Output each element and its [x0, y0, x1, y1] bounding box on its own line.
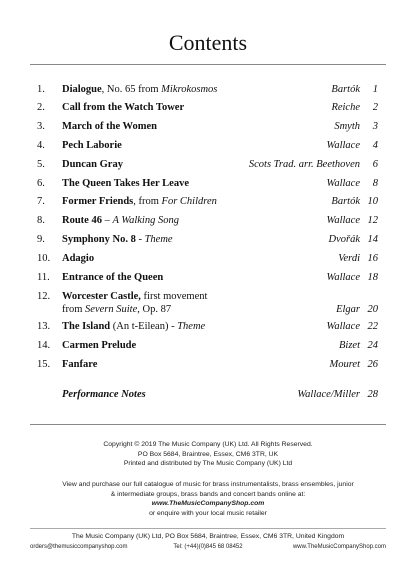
performance-notes-label: Performance Notes: [62, 389, 146, 400]
entry-title-line: [62, 102, 184, 113]
entry-separator: , No. 65 from: [101, 84, 162, 95]
entry-composer: Bartók: [331, 84, 360, 95]
middle-divider: [30, 424, 386, 425]
entry-title-line: [62, 291, 207, 302]
entry-number: 8.: [37, 215, 45, 226]
performance-notes-entry[interactable]: [0, 389, 416, 407]
entry-title: March of the Women: [62, 121, 157, 132]
toc-entry[interactable]: [0, 234, 416, 252]
entry-line2-italic: Severn Suite: [85, 304, 138, 315]
entry-page: 26: [367, 359, 378, 370]
entry-page: 16: [367, 253, 378, 264]
entry-number: 12.: [37, 291, 51, 302]
entry-number: 1.: [37, 84, 45, 95]
entry-separator: (An t-Eilean) -: [110, 321, 178, 332]
entry-page: 3: [372, 121, 378, 132]
entry-title-line: [62, 359, 97, 370]
entry-title-line: [62, 84, 217, 95]
entry-number: 5.: [37, 159, 45, 170]
entry-number: 15.: [37, 359, 51, 370]
bottom-divider: [30, 528, 386, 529]
entry-subtitle: A Walking Song: [112, 215, 179, 226]
catalogue-line-2: & intermediate groups, brass bands and concert bands online at:: [110, 490, 306, 498]
entry-title: Dialogue: [62, 84, 102, 95]
entry-title: The Island: [62, 321, 111, 332]
toc-entry[interactable]: [0, 121, 416, 139]
toc-entry[interactable]: [0, 140, 416, 158]
entry-title-line: [62, 215, 179, 226]
entry-composer: Bizet: [339, 340, 360, 351]
entry-title-line: [62, 340, 136, 351]
entry-title-line: [62, 321, 205, 332]
entry-page: 8: [372, 178, 378, 189]
entry-subtitle: Theme: [144, 234, 173, 245]
toc-entry[interactable]: [0, 272, 416, 290]
toc-entry[interactable]: [0, 291, 416, 315]
toc-entry[interactable]: [0, 215, 416, 233]
entry-title: Route 46: [62, 215, 102, 226]
entry-title-line: [62, 159, 123, 170]
entry-title: Call from the Watch Tower: [62, 102, 185, 113]
entry-page: 18: [367, 272, 378, 283]
entry-title: Carmen Prelude: [62, 340, 137, 351]
entry-page: 20: [367, 304, 378, 315]
website-link[interactable]: www.TheMusicCompanyShop.com: [151, 500, 265, 508]
catalogue-line-1: View and purchase our full catalogue of music for brass instrumentalists, brass ensembles, junior: [62, 481, 354, 488]
web-link[interactable]: www.TheMusicCompanyShop.com: [292, 544, 386, 550]
entry-subtitle: Theme: [177, 321, 206, 332]
entry-page: 6: [372, 159, 378, 170]
entry-page: 1: [372, 84, 378, 95]
entry-title: Adagio: [62, 253, 95, 264]
entry-title-line: [62, 140, 122, 151]
entry-title: The Queen Takes Her Leave: [62, 178, 189, 189]
entry-number: 9.: [37, 234, 45, 245]
entry-composer: Dvořák: [328, 234, 360, 245]
entry-number: 3.: [37, 121, 45, 132]
entry-title: Entrance of the Queen: [62, 272, 164, 283]
entry-composer: Wallace: [326, 321, 360, 332]
entry-composer: Mouret: [329, 359, 360, 370]
toc-entry[interactable]: [0, 178, 416, 196]
page-title: Contents: [168, 30, 248, 55]
toc-entry[interactable]: [0, 340, 416, 358]
entry-subtitle: For Children: [161, 196, 217, 207]
entry-composer: Smyth: [334, 121, 360, 132]
entry-number: 13.: [37, 321, 51, 332]
entry-subtitle: Mikrokosmos: [161, 84, 218, 95]
entry-separator: , from: [133, 196, 162, 207]
entry-title: Duncan Gray: [62, 159, 123, 170]
toc-entry[interactable]: [0, 159, 416, 177]
entry-separator: –: [101, 215, 113, 226]
entry-number: 4.: [37, 140, 45, 151]
copyright-block: [0, 440, 416, 469]
entry-title-line: [62, 178, 189, 189]
entry-title-line: [62, 272, 163, 283]
entry-composer: Wallace: [326, 215, 360, 226]
toc-entry[interactable]: [0, 359, 416, 377]
entry-title: Worcester Castle,: [62, 291, 141, 302]
entry-page: 10: [367, 196, 378, 207]
entry-page: 2: [372, 102, 378, 113]
catalogue-block: [0, 480, 416, 518]
entry-number: 11.: [37, 272, 50, 283]
entry-number: 10.: [37, 253, 51, 264]
entry-line2-prefix: from: [62, 304, 86, 315]
entry-title: Symphony No. 8: [62, 234, 136, 245]
entry-title-line: [62, 253, 94, 264]
entry-title-line: [62, 196, 217, 207]
entry-composer: Scots Trad. arr. Beethoven: [248, 159, 360, 170]
po-box-line: PO Box 5684, Braintree, Essex, CM6 3TR, UK: [137, 450, 279, 458]
entry-title-line: [62, 121, 157, 132]
toc-entry[interactable]: [0, 102, 416, 120]
entry-page: 14: [367, 234, 378, 245]
entry-composer: Verdi: [338, 253, 360, 264]
email-link[interactable]: orders@themusiccompanyshop.com: [30, 544, 128, 550]
copyright-line: Copyright © 2019 The Music Company (UK) Ltd. All Rights Reserved.: [103, 441, 313, 448]
entry-title: Fanfare: [62, 359, 98, 370]
entry-composer: Wallace: [326, 140, 360, 151]
entry-title: Former Friends: [62, 196, 134, 207]
entry-composer: Wallace: [326, 178, 360, 189]
entry-title-line: [62, 234, 173, 245]
bottom-address: The Music Company (UK) Ltd, PO Box 5684, Braintree, Essex, CM6 3TR, United Kingdom: [71, 533, 345, 540]
toc-entry[interactable]: [0, 253, 416, 271]
performance-notes-composer: Wallace/Miller: [297, 389, 360, 400]
toc-entry[interactable]: [0, 196, 416, 214]
printed-line: Printed and distributed by The Music Company (UK) Ltd: [123, 460, 293, 468]
entry-title-line-2: [62, 304, 171, 315]
entry-composer: Bartók: [331, 196, 360, 207]
top-divider: [30, 64, 386, 65]
bottom-contact-row: [30, 544, 386, 554]
enquire-line: or enquire with your local music retailer: [149, 509, 267, 517]
entry-page: 24: [367, 340, 378, 351]
entry-number: 2.: [37, 102, 45, 113]
entry-separator: -: [135, 234, 145, 245]
entry-line2-suffix: , Op. 87: [137, 304, 172, 315]
entry-page: 22: [367, 321, 378, 332]
entry-title: Pech Laborie: [62, 140, 122, 151]
entry-number: 6.: [37, 178, 45, 189]
entry-page: 4: [372, 140, 378, 151]
toc-entry[interactable]: [0, 321, 416, 339]
entry-composer: Reiche: [331, 102, 360, 113]
entry-page: 12: [367, 215, 378, 226]
entry-number: 14.: [37, 340, 51, 351]
phone-number: Tel: (+44)(0)845 68 08452: [173, 544, 243, 550]
toc-entry[interactable]: [0, 84, 416, 102]
performance-notes-page: 28: [367, 389, 378, 400]
entry-separator: first movement: [140, 291, 208, 302]
entry-composer: Elgar: [336, 304, 360, 315]
entry-composer: Wallace: [326, 272, 360, 283]
entry-number: 7.: [37, 196, 45, 207]
